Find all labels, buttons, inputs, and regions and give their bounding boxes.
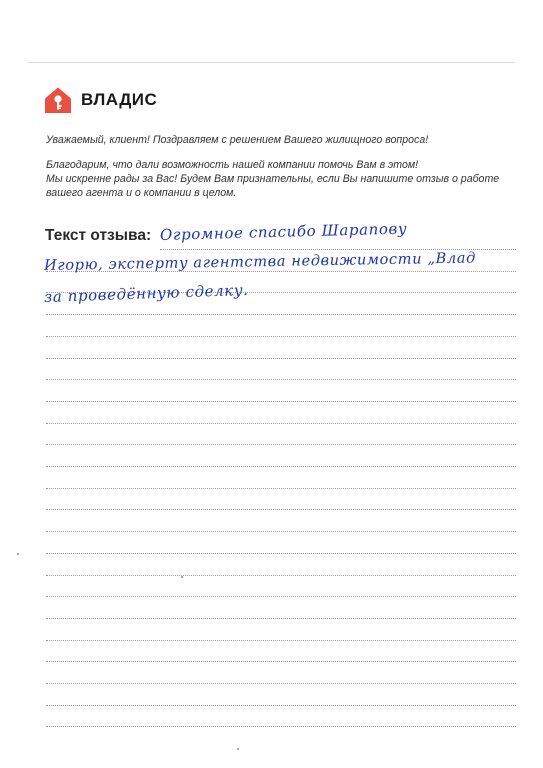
handwritten-line-2: Игорю, эксперту агентства недвижимости „Влад bbox=[43, 249, 477, 274]
house-key-icon bbox=[44, 86, 72, 114]
handwritten-line-1: Огромное спасибо Шарапову bbox=[159, 219, 408, 244]
writing-line bbox=[46, 444, 516, 445]
greeting-text: Уважаемый, клиент! Поздравляем с решением Вашего жилищного вопроса! bbox=[46, 134, 429, 146]
writing-line bbox=[46, 705, 516, 706]
writing-line bbox=[46, 726, 516, 727]
writing-line bbox=[46, 466, 516, 467]
writing-line bbox=[46, 379, 516, 380]
paper-speck bbox=[17, 553, 19, 555]
writing-line bbox=[46, 596, 516, 597]
writing-line bbox=[46, 509, 516, 510]
writing-line bbox=[46, 553, 516, 554]
paper-speck bbox=[181, 576, 183, 578]
paper-speck bbox=[237, 748, 239, 750]
top-divider bbox=[28, 62, 515, 63]
writing-line bbox=[46, 618, 516, 619]
brand-logo bbox=[44, 86, 157, 114]
writing-line bbox=[46, 401, 516, 402]
writing-line bbox=[46, 531, 516, 532]
writing-line bbox=[46, 336, 516, 337]
handwritten-line-3: за проведённую сделку. bbox=[43, 280, 249, 306]
brand-name: ВЛАДИС bbox=[81, 90, 158, 109]
writing-line bbox=[46, 640, 516, 641]
writing-line bbox=[46, 314, 516, 315]
writing-line bbox=[46, 358, 516, 359]
writing-line bbox=[46, 683, 516, 684]
thanks-line-1: Благодарим, что дали возможность нашей компании помочь Вам в этом! bbox=[46, 159, 419, 171]
review-label: Текст отзыва: bbox=[45, 227, 152, 244]
writing-line bbox=[46, 661, 516, 662]
writing-line bbox=[46, 488, 516, 489]
writing-line bbox=[46, 423, 516, 424]
thanks-line-3: вашего агента и о компании в целом. bbox=[46, 187, 237, 199]
thanks-line-2: Мы искренне рады за Вас! Будем Вам признательны, если Вы напишите отзыв о работе bbox=[46, 173, 500, 185]
thanks-text bbox=[46, 158, 516, 200]
writing-line bbox=[46, 575, 516, 576]
